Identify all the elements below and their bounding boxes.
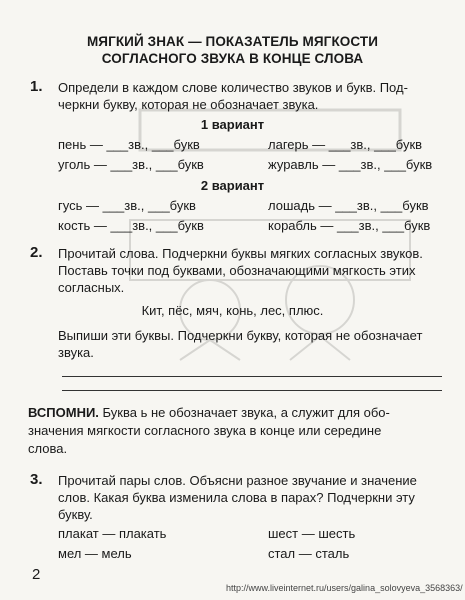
remember-note [28, 404, 438, 458]
variant-1-item: уголь — ___зв., ___букв [58, 157, 204, 172]
exercise-2-number: 2. [30, 244, 43, 261]
remember-text-line3: слова. [28, 441, 68, 456]
exercise-2-text-line2: Поставь точки под буквами, обозначающими мягкость этих [58, 263, 416, 278]
variant-1-heading: 1 вариант [200, 117, 265, 132]
word-pair: стал — сталь [268, 546, 350, 561]
exercise-3-text-line3: букву. [58, 507, 93, 522]
variant-1-item: лагерь — ___зв., ___букв [268, 137, 423, 152]
word-pair: шест — шесть [268, 526, 356, 541]
word-pair: плакат — плакать [58, 526, 167, 541]
answer-line[interactable] [62, 376, 442, 377]
variant-2-item: кость — ___зв., ___букв [58, 218, 204, 233]
variant-2-heading: 2 вариант [200, 178, 265, 193]
exercise-2-text-line3: согласных. [58, 280, 125, 295]
exercise-2-text-line1: Прочитай слова. Подчеркни буквы мягких согласных звуков. [58, 246, 423, 261]
remember-text-line2: значения мягкости согласного звука в конце или середине [28, 423, 382, 438]
variant-2-item: корабль — ___зв., ___букв [268, 218, 431, 233]
exercise-3-text-line1: Прочитай пары слов. Объясни разное звучание и значение [58, 473, 417, 488]
exercise-2-task-line1: Выпиши эти буквы. Подчеркни букву, которая не обозначает [58, 328, 423, 343]
variant-2-item: лошадь — ___зв., ___букв [268, 198, 429, 213]
exercise-3-text-line2: слов. Какая буква изменила слова в парах? Подчеркни эту [58, 490, 415, 505]
exercise-1-text-line1: Определи в каждом слове количество звуков и букв. Под- [58, 80, 408, 95]
remember-text-line1: Буква ь не обозначает звука, а служит для обо- [98, 405, 390, 420]
page-title-line2: СОГЛАСНОГО ЗВУКА В КОНЦЕ СЛОВА [101, 51, 364, 66]
variant-2-item: гусь — ___зв., ___букв [58, 198, 196, 213]
answer-line[interactable] [62, 390, 442, 391]
exercise-2-task-line2: звука. [58, 345, 94, 360]
exercise-1-number: 1. [30, 78, 43, 95]
source-url-watermark: http://www.liveinternet.ru/users/galina_solovyeva_3568363/ [226, 583, 463, 593]
exercise-3-number: 3. [30, 471, 43, 488]
exercise-1-text-line2: черкни букву, которая не обозначает звука. [58, 97, 319, 112]
variant-1-item: журавль — ___зв., ___букв [268, 157, 433, 172]
page-title-line1: МЯГКИЙ ЗНАК — ПОКАЗАТЕЛЬ МЯГКОСТИ [86, 34, 379, 49]
page-number: 2 [32, 566, 41, 583]
remember-label: ВСПОМНИ. [28, 405, 99, 420]
exercise-2-word-list: Кит, пёс, мяч, конь, лес, плюс. [141, 303, 324, 318]
word-pair: мел — мель [58, 546, 132, 561]
variant-1-item: пень — ___зв., ___букв [58, 137, 200, 152]
